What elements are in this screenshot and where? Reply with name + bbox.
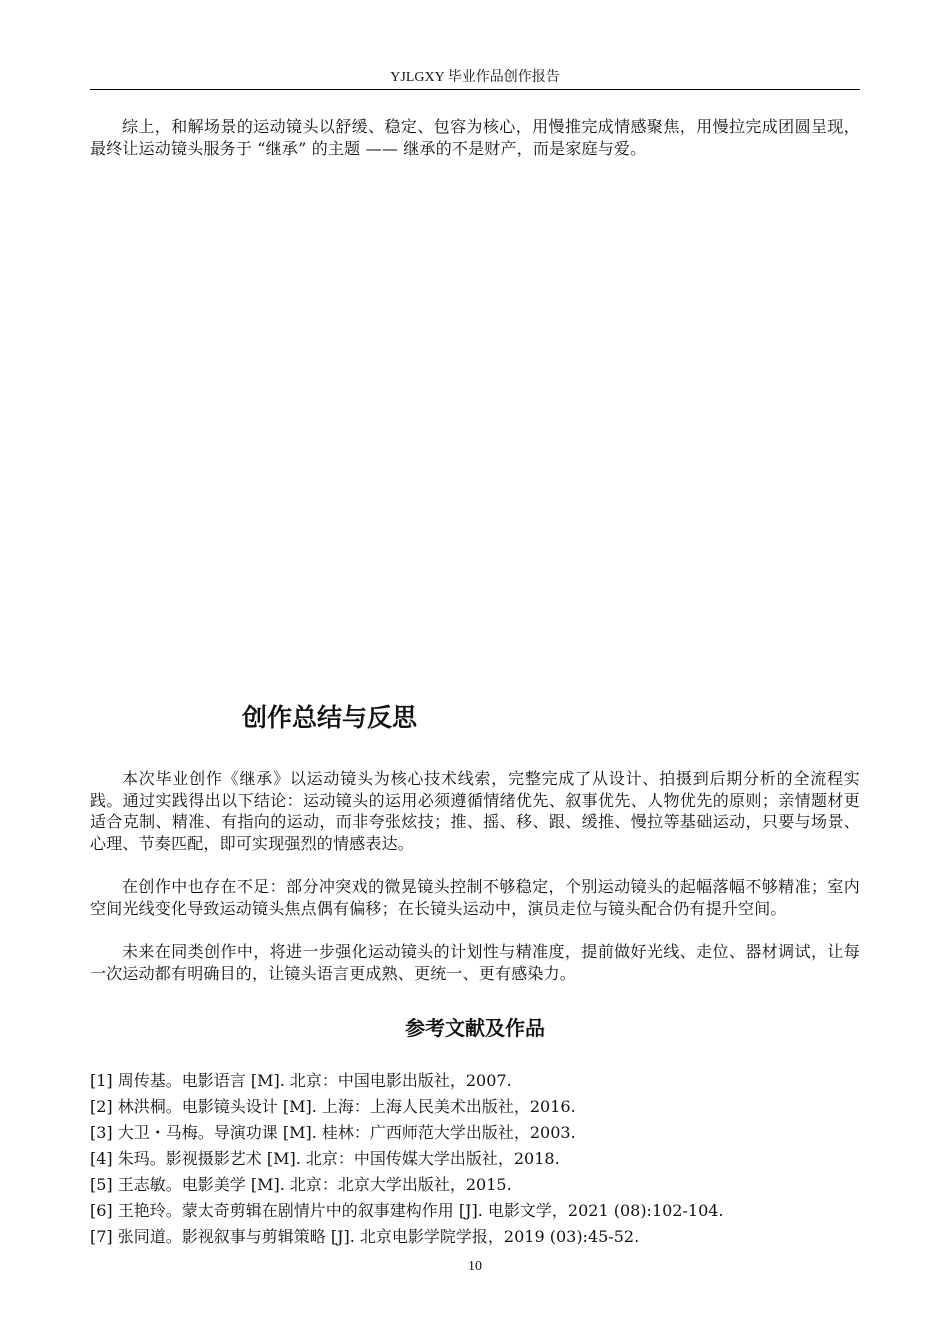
reference-item: [6] 王艳玲。蒙太奇剪辑在剧情片中的叙事建构作用 [J]. 电影文学，2021 (08):102-104. [90,1201,724,1220]
summary-paragraph-2: 在创作中也存在不足：部分冲突戏的微晃镜头控制不够稳定，个别运动镜头的起幅落幅不够精准；室内空间光线变化导致运动镜头焦点偶有偏移；在长镜头运动中，演员走位与镜头配合仍有提升空间。 [90,877,860,918]
intro-paragraph: 综上，和解场景的运动镜头以舒缓、稳定、包容为核心，用慢推完成情感聚焦，用慢拉完成团圆呈现，最终让运动镜头服务于 “继承” 的主题 —— 继承的不是财产，而是家庭与爱。 [90,117,860,158]
header-divider [90,89,860,90]
page-number: 10 [468,1259,482,1274]
reference-item: [3] 大卫・马梅。导演功课 [M]. 桂林：广西师范大学出版社，2003. [90,1123,576,1142]
reference-item: [2] 林洪桐。电影镜头设计 [M]. 上海：上海人民美术出版社，2016. [90,1097,576,1116]
reference-item: [7] 张同道。影视叙事与剪辑策略 [J]. 北京电影学院学报，2019 (03):45-52. [90,1227,640,1246]
running-header: YJLGXY 毕业作品创作报告 [390,70,560,85]
section-title: 创作总结与反思 [242,703,418,732]
reference-item: [5] 王志敏。电影美学 [M]. 北京：北京大学出版社，2015. [90,1175,512,1194]
reference-item: [1] 周传基。电影语言 [M]. 北京：中国电影出版社，2007. [90,1071,512,1090]
summary-paragraph-1: 本次毕业创作《继承》以运动镜头为核心技术线索，完整完成了从设计、拍摄到后期分析的全流程实践。通过实践得出以下结论：运动镜头的运用必须遵循情绪优先、叙事优先、人物优先的原则；亲情题材更适合克制、精准、有指向的运动，而非夸张炫技；推、摇、移、跟、缓推、慢拉等基础运动，只要与场景、心理、节奏匹配，即可实现强烈的情感表达。 [90,769,860,853]
reference-item: [4] 朱玛。影视摄影艺术 [M]. 北京：中国传媒大学出版社，2018. [90,1149,560,1168]
references-list [90,1068,860,1250]
summary-paragraph-3: 未来在同类创作中，将进一步强化运动镜头的计划性与精准度，提前做好光线、走位、器材调试，让每一次运动都有明确目的，让镜头语言更成熟、更统一、更有感染力。 [90,942,860,983]
references-title: 参考文献及作品 [405,1016,545,1040]
